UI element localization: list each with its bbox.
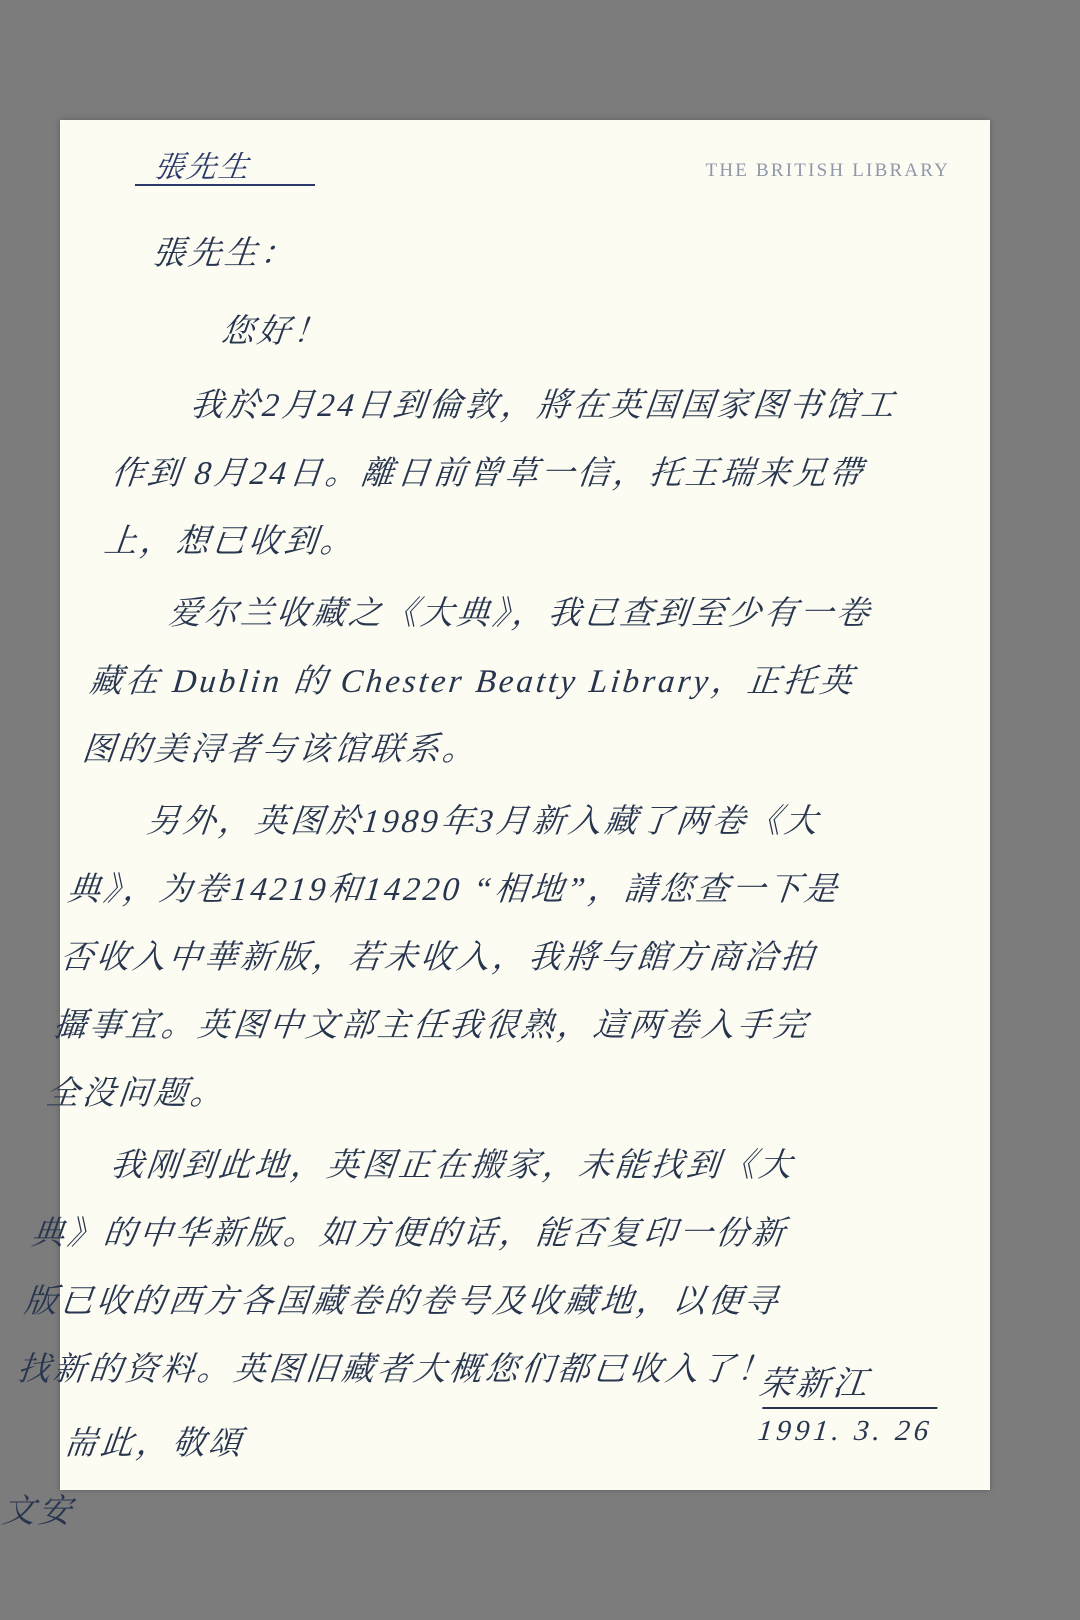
closing-line-1: 耑此，敬頌 xyxy=(62,1426,247,1462)
signature-date: 1991. 3. 26 xyxy=(756,1415,935,1447)
recipient-tag: 張先生 xyxy=(152,151,253,184)
paragraph-3: 另外，英图於1989年3月新入藏了两卷《大典》，为卷14219和14220 “相地”，請您查一下是否收入中華新版，若未收入，我將与館方商洽拍攝事宜。英图中文部主任我很熟，這两卷入手完全没问题。 xyxy=(44,804,842,1112)
salutation: 張先生： xyxy=(150,236,299,272)
letter-body xyxy=(0,220,928,1546)
closing-line-2: 文安 xyxy=(0,1494,77,1530)
paragraph-2: 爱尔兰收藏之《大典》，我已查到至少有一卷藏在 Dublin 的 Chester Beatty Library，正托英图的美浔者与该馆联系。 xyxy=(80,596,874,768)
british-library-letterhead: THE BRITISH LIBRARY xyxy=(705,160,950,181)
signature-underline xyxy=(762,1407,937,1409)
signature: 荣新江 xyxy=(756,1366,872,1403)
paragraph-4: 我刚到此地，英图正在搬家，未能找到《大典》的中华新版。如方便的话，能否复印一份新版已收的西方各国藏卷的卷号及收藏地，以便寻找新的资料。英图旧藏者大概您们都已收入了！ xyxy=(15,1148,797,1388)
letter-page xyxy=(0,120,990,1530)
signature-block xyxy=(752,1356,943,1448)
greeting: 您好！ xyxy=(219,314,332,350)
recipient-underline xyxy=(135,184,315,186)
paragraph-1: 我於2月24日到倫敦，將在英国国家图书馆工作到 8月24日。離日前曾草一信，托王瑞来兄帶上，想已收到。 xyxy=(102,388,899,560)
